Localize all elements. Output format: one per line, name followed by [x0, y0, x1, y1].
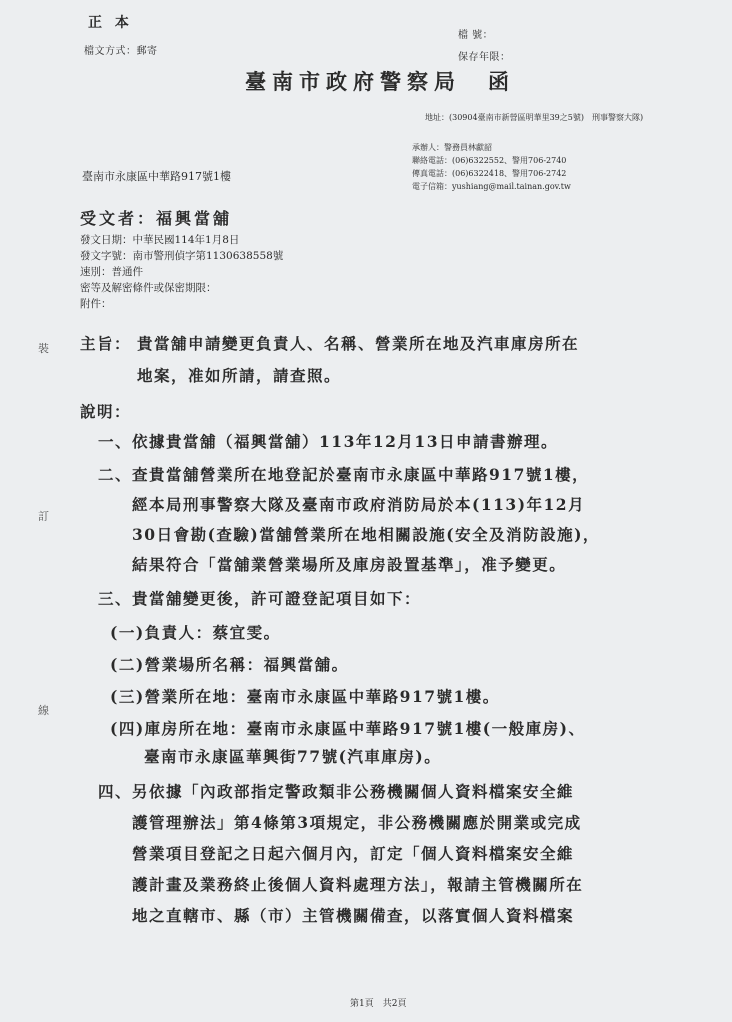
issue-date: 發文日期：中華民國114年1月8日	[80, 234, 240, 246]
margin-mark-staple: 訂	[38, 510, 49, 523]
subject-line: 貴當舖申請變更負責人、名稱、營業所在地及汽車庫房所在	[137, 334, 580, 353]
sub-item: (一)負責人：蔡宜雯。	[110, 623, 281, 642]
explanation-item-line: 地之直轄市、縣（市）主管機關備查，以落實個人資料檔案	[98, 906, 575, 925]
subject-line: 地案，准如所請，請查照。	[137, 366, 342, 385]
explanation-item: 三、貴當舖變更後，許可證登記項目如下：	[98, 589, 422, 608]
sub-item-line: 臺南市永康區華興街77號(汽車庫房)。	[110, 747, 442, 766]
explanation-item: 二、查貴當舖營業所在地登記於臺南市永康區中華路917號1樓，	[98, 465, 590, 484]
archive-method: 檔文方式：郵寄	[84, 46, 158, 57]
explanation-item-line: 護管理辦法」第4條第3項規定，非公務機關應於開業或完成	[98, 813, 582, 832]
explanation-item-line: 經本局刑事警察大隊及臺南市政府消防局於本(113)年12月	[98, 495, 586, 514]
file-number-label: 檔 號：	[458, 30, 494, 41]
sub-item: (二)營業場所名稱：福興當舖。	[110, 655, 349, 674]
sub-item: (四)庫房所在地：臺南市永康區中華路917號1樓(一般庫房)、	[110, 719, 586, 738]
copy-type: 正 本	[88, 15, 133, 31]
page-footer: 第1頁 共2頁	[350, 999, 407, 1009]
contact-fax: 傳真電話：(06)6322418、警用706-2742	[412, 169, 567, 178]
explanation-item: 一、依據貴當舖（福興當舖）113年12月13日申請書辦理。	[98, 432, 558, 451]
explanation-item-line: 營業項目登記之日起六個月內，訂定「個人資料檔案安全維	[98, 844, 575, 863]
issue-number: 發文字號：南市警刑偵字第1130638558號	[80, 250, 284, 262]
recipient-address: 臺南市永康區中華路917號1樓	[82, 170, 231, 183]
subject-label: 主旨：	[80, 334, 132, 353]
recipient: 受文者：福興當舖	[80, 209, 233, 228]
confidentiality: 密等及解密條件或保密期限：	[80, 282, 217, 294]
margin-mark-bind: 裝	[38, 342, 49, 355]
explanation-item: 四、另依據「內政部指定警政類非公務機關個人資料檔案安全維	[98, 782, 575, 801]
contact-phone: 聯絡電話：(06)6322552、警用706-2740	[412, 156, 567, 165]
explanation-item-line: 30日會勘(查驗)當舖營業所在地相關設施(安全及消防設施)，	[98, 525, 600, 544]
explanation-label: 說明：	[80, 402, 132, 421]
speed-class: 速別：普通件	[80, 266, 143, 278]
explanation-item-line: 護計畫及業務終止後個人資料處理方法」，報請主管機關所在	[98, 875, 584, 894]
contact-email: 電子信箱：yushiang@mail.tainan.gov.tw	[412, 182, 571, 191]
document-title: 臺南市政府警察局 函	[245, 69, 515, 94]
explanation-item-line: 結果符合「當舖業營業場所及庫房設置基準」，准予變更。	[98, 555, 567, 574]
agency-address: 地址：(30904臺南市新營區明華里39之5號) 刑事警察大隊)	[425, 113, 644, 122]
handler: 承辦人：警務員林獻韶	[412, 143, 492, 152]
attachment: 附件：	[80, 298, 112, 310]
margin-mark-line: 線	[38, 704, 49, 717]
sub-item: (三)營業所在地：臺南市永康區中華路917號1樓。	[110, 687, 500, 706]
retention-label: 保存年限：	[458, 52, 511, 63]
